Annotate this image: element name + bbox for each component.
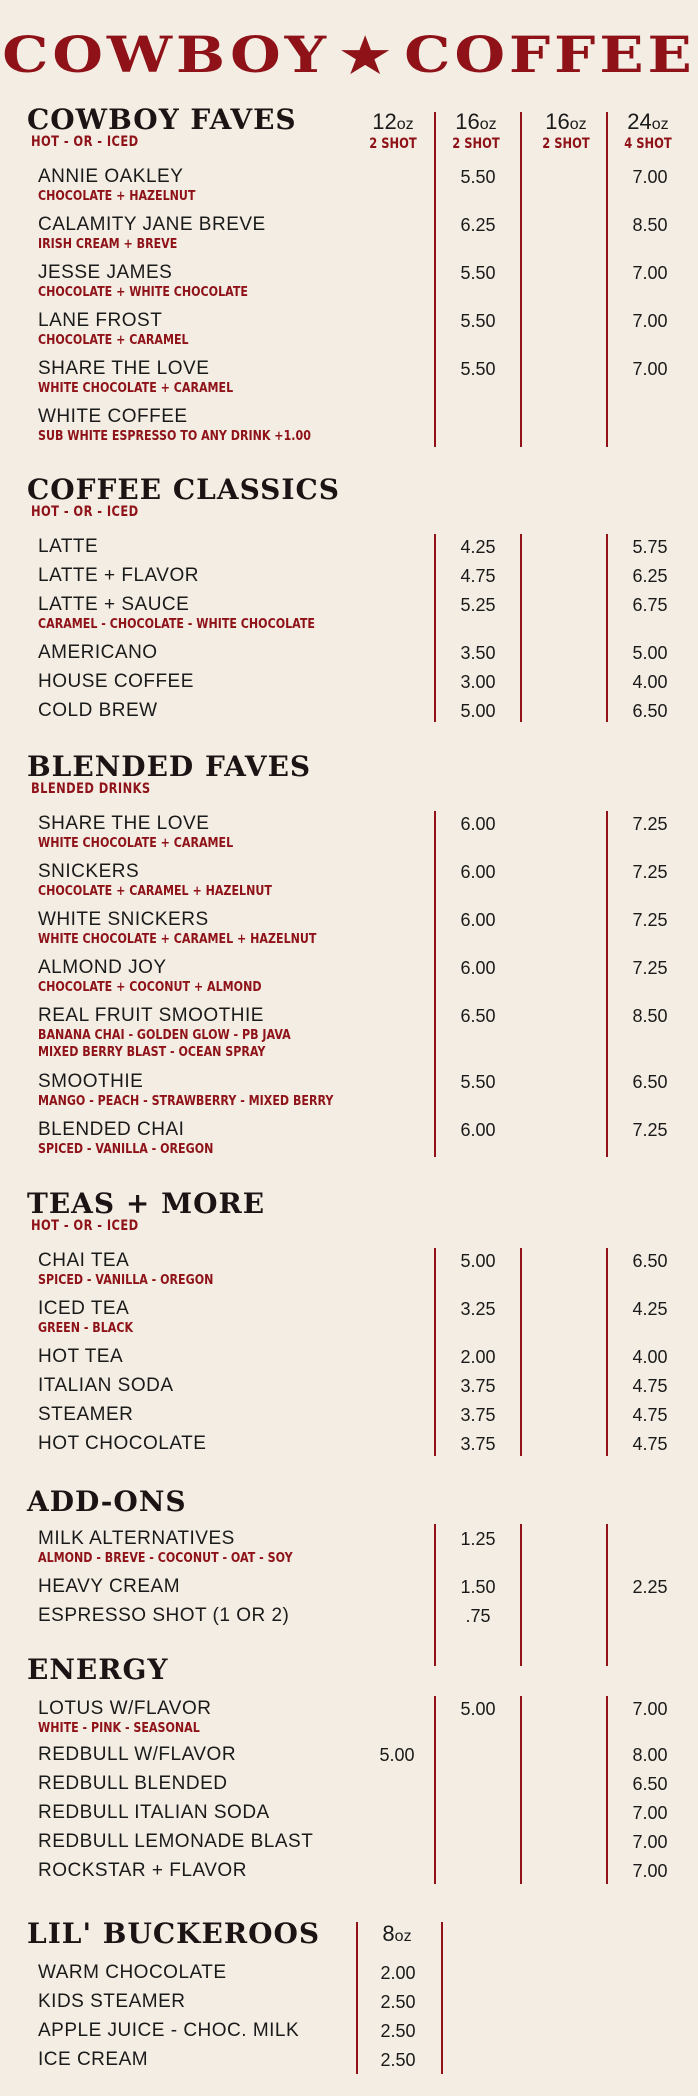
item-price: 5.00: [632, 643, 668, 663]
col-head-12oz: [353, 110, 433, 151]
star-icon: ★: [340, 27, 395, 84]
item-price: 8.50: [632, 1006, 668, 1026]
menu-item: [38, 642, 678, 664]
menu-item: [38, 1773, 678, 1795]
col-head-16oz-b: [526, 110, 606, 151]
menu-item: [38, 1860, 678, 1882]
size-label: [436, 110, 516, 137]
item-price: 5.00: [379, 1745, 415, 1765]
item-price: 6.00: [460, 1120, 496, 1140]
section-title: COFFEE CLASSICS: [27, 473, 340, 506]
item-name: REDBULL LEMONADE BLAST: [38, 1831, 314, 1852]
size-label: 16: [455, 109, 480, 134]
item-name: REDBULL W/FLAVOR: [38, 1744, 237, 1765]
section-title: LIL' BUCKEROOS: [27, 1917, 321, 1950]
menu-item: [38, 813, 678, 852]
item-description: SUB WHITE ESPRESSO TO ANY DRINK +1.00: [38, 428, 311, 444]
item-price: 5.25: [460, 595, 496, 615]
item-price: 5.00: [460, 701, 496, 721]
item-price: 2.00: [380, 1963, 416, 1983]
item-price: 6.50: [632, 1774, 668, 1794]
item-description: WHITE CHOCOLATE + CARAMEL: [38, 835, 234, 851]
item-price: 5.50: [460, 1072, 496, 1092]
item-price: 1.50: [460, 1577, 496, 1597]
item-name: LANE FROST: [38, 310, 163, 331]
item-description: WHITE - PINK - SEASONAL: [38, 1720, 200, 1736]
item-name: ESPRESSO SHOT (1 OR 2): [38, 1605, 290, 1626]
item-name: SMOOTHIE: [38, 1071, 144, 1092]
item-name: HOT TEA: [38, 1346, 124, 1367]
item-name: CALAMITY JANE BREVE: [38, 214, 266, 235]
menu-item: [38, 2020, 678, 2042]
section-title: COWBOY FAVES: [27, 103, 297, 136]
section-title: BLENDED FAVES: [27, 750, 312, 783]
menu-item: [38, 1831, 678, 1853]
item-price: 6.00: [460, 814, 496, 834]
item-price: 5.00: [460, 1699, 496, 1719]
item-price: 7.00: [632, 263, 668, 283]
size-label: oz: [396, 116, 414, 133]
item-price: 4.75: [632, 1376, 668, 1396]
section-title: ADD-ONS: [27, 1485, 187, 1518]
item-price: 6.50: [632, 1251, 668, 1271]
item-price: 6.50: [632, 1072, 668, 1092]
shot-count: 2 SHOT: [369, 136, 417, 152]
menu-item: [38, 1119, 678, 1158]
menu-item: [38, 1071, 678, 1110]
section-subtitle: HOT - OR - ICED: [31, 1218, 139, 1234]
menu-item: [38, 957, 678, 996]
item-price: .75: [465, 1606, 491, 1626]
item-description: SPICED - VANILLA - OREGON: [38, 1272, 214, 1288]
item-price: 7.25: [632, 958, 668, 978]
size-label: 8: [382, 1921, 395, 1946]
item-price: 5.50: [460, 311, 496, 331]
menu-item: [38, 1698, 678, 1737]
item-name: REAL FRUIT SMOOTHIE: [38, 1005, 264, 1026]
size-label: oz: [479, 116, 497, 133]
size-label: [608, 110, 688, 137]
size-label: oz: [394, 1928, 412, 1945]
item-price: 4.00: [632, 672, 668, 692]
menu-title: [0, 27, 698, 84]
item-price: 5.75: [632, 537, 668, 557]
item-price: 3.00: [460, 672, 496, 692]
item-price: 7.00: [632, 1832, 668, 1852]
item-price: 7.25: [632, 862, 668, 882]
size-label: [357, 1922, 437, 1949]
menu-item: [38, 310, 678, 349]
menu-item: [38, 1576, 678, 1598]
menu-item: [38, 1375, 678, 1397]
col-head-24oz: [608, 110, 688, 151]
item-name: HOT CHOCOLATE: [38, 1433, 207, 1454]
item-price: 7.00: [632, 167, 668, 187]
size-label: [526, 110, 606, 137]
item-description: WHITE CHOCOLATE + CARAMEL: [38, 380, 234, 396]
item-price: 7.00: [632, 1803, 668, 1823]
menu-item: [38, 594, 678, 633]
item-name: AMERICANO: [38, 642, 158, 663]
menu-item: [38, 1802, 678, 1824]
menu-item: [38, 2049, 678, 2071]
section-subtitle: BLENDED DRINKS: [31, 781, 151, 797]
item-price: 5.50: [460, 167, 496, 187]
item-description: CARAMEL - CHOCOLATE - WHITE CHOCOLATE: [38, 616, 316, 632]
col-head-16oz: [436, 110, 516, 151]
menu-item: [38, 262, 678, 301]
item-description: CHOCOLATE + WHITE CHOCOLATE: [38, 284, 248, 300]
title-left: COWBOY: [2, 26, 331, 84]
item-name: ANNIE OAKLEY: [38, 166, 184, 187]
size-label: oz: [651, 116, 669, 133]
menu-item: [38, 166, 678, 205]
item-name: SNICKERS: [38, 861, 140, 882]
menu-item: [38, 358, 678, 397]
item-price: 7.25: [632, 814, 668, 834]
menu-item: [38, 1250, 678, 1289]
item-price: 3.75: [460, 1405, 496, 1425]
menu-item: [38, 861, 678, 900]
item-price: 2.50: [380, 2050, 416, 2070]
item-price: 4.25: [632, 1299, 668, 1319]
item-name: BLENDED CHAI: [38, 1119, 185, 1140]
item-price: 1.25: [460, 1529, 496, 1549]
item-name: ITALIAN SODA: [38, 1375, 174, 1396]
item-name: SHARE THE LOVE: [38, 358, 210, 379]
shot-count: 2 SHOT: [542, 136, 590, 152]
item-name: ALMOND JOY: [38, 957, 167, 978]
item-price: 6.00: [460, 910, 496, 930]
item-name: LATTE + FLAVOR: [38, 565, 199, 586]
item-price: 6.50: [460, 1006, 496, 1026]
item-price: 7.25: [632, 1120, 668, 1140]
menu-item: [38, 1962, 678, 1984]
item-description: CHOCOLATE + HAZELNUT: [38, 188, 196, 204]
menu-item: [38, 1298, 678, 1337]
item-price: 4.00: [632, 1347, 668, 1367]
menu-item: [38, 671, 678, 693]
item-description: CHOCOLATE + CARAMEL + HAZELNUT: [38, 883, 272, 899]
size-label: 16: [545, 109, 570, 134]
menu-item: [38, 1991, 678, 2013]
item-price: 6.25: [632, 566, 668, 586]
menu-item: [38, 1433, 678, 1455]
size-label: 24: [627, 109, 652, 134]
item-name: MILK ALTERNATIVES: [38, 1528, 235, 1549]
item-price: 2.25: [632, 1577, 668, 1597]
section-subtitle: HOT - OR - ICED: [31, 504, 139, 520]
shot-count: 4 SHOT: [624, 136, 672, 152]
item-price: 4.75: [632, 1405, 668, 1425]
item-price: 3.25: [460, 1299, 496, 1319]
item-name: HOUSE COFFEE: [38, 671, 194, 692]
item-name: LATTE: [38, 536, 99, 557]
section-subtitle: HOT - OR - ICED: [31, 134, 139, 150]
item-name: LATTE + SAUCE: [38, 594, 190, 615]
item-name: WARM CHOCOLATE: [38, 1962, 227, 1983]
item-name: STEAMER: [38, 1404, 134, 1425]
item-name: ICED TEA: [38, 1298, 130, 1319]
menu-item: [38, 1605, 678, 1627]
item-price: 3.75: [460, 1376, 496, 1396]
item-description: CHOCOLATE + COCONUT + ALMOND: [38, 979, 262, 995]
menu-item: [38, 1346, 678, 1368]
item-price: 3.50: [460, 643, 496, 663]
item-name: ICE CREAM: [38, 2049, 149, 2070]
item-price: 7.00: [632, 1861, 668, 1881]
section-title: TEAS + MORE: [27, 1187, 266, 1220]
item-price: 7.00: [632, 359, 668, 379]
size-label: 12: [372, 109, 397, 134]
col-head-8oz: [357, 1922, 437, 1949]
item-description: ALMOND - BREVE - COCONUT - OAT - SOY: [38, 1550, 293, 1566]
item-name: LOTUS W/FLAVOR: [38, 1698, 212, 1719]
item-name: CHAI TEA: [38, 1250, 130, 1271]
item-price: 6.50: [632, 701, 668, 721]
item-description: GREEN - BLACK: [38, 1320, 134, 1336]
item-name: ROCKSTAR + FLAVOR: [38, 1860, 247, 1881]
item-name: WHITE SNICKERS: [38, 909, 209, 930]
menu-item: [38, 1005, 678, 1061]
item-price: 7.00: [632, 1699, 668, 1719]
item-name: WHITE COFFEE: [38, 406, 188, 427]
menu-item: [38, 1404, 678, 1426]
item-price: 4.75: [632, 1434, 668, 1454]
menu-item: [38, 1744, 678, 1766]
shot-count: 2 SHOT: [452, 136, 500, 152]
item-price: 2.50: [380, 2021, 416, 2041]
item-price: 7.25: [632, 910, 668, 930]
menu-item: [38, 1528, 678, 1567]
menu-item: [38, 406, 678, 445]
item-name: JESSE JAMES: [38, 262, 173, 283]
item-description: IRISH CREAM + BREVE: [38, 236, 178, 252]
item-name: REDBULL ITALIAN SODA: [38, 1802, 270, 1823]
item-description: BANANA CHAI - GOLDEN GLOW - PB JAVA: [38, 1027, 291, 1043]
menu-item: [38, 565, 678, 587]
item-price: 6.00: [460, 958, 496, 978]
item-name: COLD BREW: [38, 700, 158, 721]
item-price: 6.00: [460, 862, 496, 882]
menu-item: [38, 909, 678, 948]
item-price: 5.50: [460, 263, 496, 283]
title-right: COFFEE: [404, 26, 696, 84]
menu-item: [38, 536, 678, 558]
item-price: 2.50: [380, 1992, 416, 2012]
item-description: SPICED - VANILLA - OREGON: [38, 1141, 214, 1157]
item-price: 8.00: [632, 1745, 668, 1765]
item-price: 2.00: [460, 1347, 496, 1367]
item-name: REDBULL BLENDED: [38, 1773, 228, 1794]
item-name: APPLE JUICE - CHOC. MILK: [38, 2020, 300, 2041]
item-price: 4.25: [460, 537, 496, 557]
item-price: 6.25: [460, 215, 496, 235]
menu-item: [38, 214, 678, 253]
item-description: MIXED BERRY BLAST - OCEAN SPRAY: [38, 1044, 266, 1060]
item-price: 7.00: [632, 311, 668, 331]
item-description: MANGO - PEACH - STRAWBERRY - MIXED BERRY: [38, 1093, 334, 1109]
item-price: 5.50: [460, 359, 496, 379]
item-price: 3.75: [460, 1434, 496, 1454]
item-price: 8.50: [632, 215, 668, 235]
item-price: 5.00: [460, 1251, 496, 1271]
menu-item: [38, 700, 678, 722]
size-label: oz: [569, 116, 587, 133]
item-price: 6.75: [632, 595, 668, 615]
size-label: [353, 110, 433, 137]
item-name: KIDS STEAMER: [38, 1991, 186, 2012]
item-name: SHARE THE LOVE: [38, 813, 210, 834]
item-price: 4.75: [460, 566, 496, 586]
item-description: WHITE CHOCOLATE + CARAMEL + HAZELNUT: [38, 931, 317, 947]
item-description: CHOCOLATE + CARAMEL: [38, 332, 189, 348]
item-name: HEAVY CREAM: [38, 1576, 181, 1597]
section-title: ENERGY: [27, 1653, 169, 1686]
